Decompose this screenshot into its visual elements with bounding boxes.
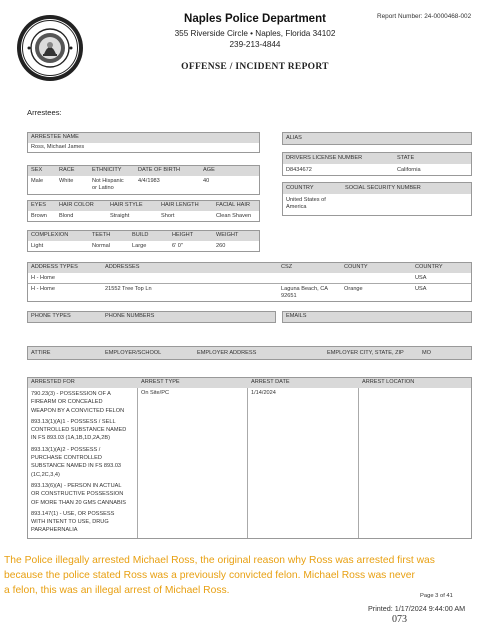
eyes-header: EYES <box>31 202 46 208</box>
charge-line: PURCHASE CONTROLLED <box>31 455 102 462</box>
emails-header: EMAILS <box>283 312 471 322</box>
charge-item <box>31 446 135 479</box>
hair-style-value: Straight <box>110 213 130 219</box>
emails-block <box>282 311 472 323</box>
annotation-line-2: because the police stated Ross was a previously convicted felon. Michael Ross was never <box>4 570 415 581</box>
department-phone: 239-213-4844 <box>229 40 281 49</box>
eyes-value: Brown <box>31 213 47 219</box>
race-header: RACE <box>59 167 75 173</box>
height-header: HEIGHT <box>172 232 194 238</box>
address-header-row <box>28 263 471 273</box>
race-value: White <box>59 178 74 184</box>
complexion-header: COMPLEXION <box>31 232 69 238</box>
dl-state-header: STATE <box>397 155 415 161</box>
charge-line: IN FS 893.03 (1A,1B,1D,2A,2B) <box>31 435 110 442</box>
build-header: BUILD <box>132 232 149 238</box>
charge-line: OF MORE THAN 20 GMS CANNABIS <box>31 499 127 506</box>
charge-line: OR CONSTRUCTIVE POSSESSION <box>31 491 124 498</box>
weight-value: 260 <box>216 243 226 249</box>
drivers-license-block <box>282 152 472 176</box>
page-stamp: 073 <box>392 614 407 625</box>
teeth-header: TEETH <box>92 232 111 238</box>
charge-item <box>31 510 135 535</box>
charge-item <box>31 482 135 507</box>
age-header: AGE <box>203 167 215 173</box>
arrest-date-value: 1/14/2024 <box>251 390 276 396</box>
alias-header: ALIAS <box>283 133 471 144</box>
annotation-line-3: a felon, this was an illegal arrest of Michael Ross. <box>4 585 230 596</box>
department-address: 355 Riverside Circle • Naples, Florida 34102 <box>174 29 336 38</box>
dob-value: 4/4/1983 <box>138 178 160 184</box>
dl-state: California <box>397 167 421 173</box>
employer-header: EMPLOYER/SCHOOL <box>105 350 162 356</box>
body-header <box>28 231 259 241</box>
charge-item <box>31 390 135 415</box>
alias-block <box>282 132 472 145</box>
mo-header: MO <box>422 350 432 356</box>
dl-header-row <box>283 153 471 164</box>
charge-line: WITH INTENT TO USE, DRUG <box>31 519 109 526</box>
hair-color-value: Blond <box>59 213 74 219</box>
address-table <box>27 262 472 302</box>
teeth-value: Normal <box>92 243 111 249</box>
charge-line: 790.23(3) - POSSESSION OF A <box>31 391 111 397</box>
build-value: Large <box>132 243 147 249</box>
county-header: COUNTY <box>344 264 368 270</box>
charge-line: FIREARM OR CONCEALED <box>31 399 103 406</box>
demographics-block <box>27 165 260 195</box>
arrested-for-header: ARRESTED FOR <box>31 379 75 385</box>
charge-line: SUBSTANCE NAMED IN FS 893.03 <box>31 463 122 470</box>
country-ssn-block <box>282 182 472 216</box>
annotation-line-1: The Police illegally arrested Michael Ross, the original reason why Ross was arrested first was <box>4 555 435 566</box>
ssn-header: SOCIAL SECURITY NUMBER <box>345 185 421 191</box>
address-row-2-type: H - Home <box>31 286 55 292</box>
arrestee-name-block <box>27 132 260 153</box>
arrest-body <box>28 388 471 538</box>
ethnicity-value-2: or Latino <box>92 185 114 191</box>
facial-hair-header: FACIAL HAIR <box>216 202 250 208</box>
dob-header: DATE OF BIRTH <box>138 167 181 173</box>
employer-city-header: EMPLOYER CITY, STATE, ZIP <box>327 350 404 356</box>
charge-line: PARAPHERNALIA <box>31 527 78 534</box>
dl-values <box>283 164 471 176</box>
address-types-header: ADDRESS TYPES <box>31 264 78 270</box>
address-country-header: COUNTRY <box>415 264 443 270</box>
employment-block <box>27 346 472 360</box>
body-values <box>28 241 259 251</box>
phone-numbers-header: PHONE NUMBERS <box>105 313 155 319</box>
country-header: COUNTRY <box>286 185 314 191</box>
weight-header: WEIGHT <box>216 232 239 238</box>
employer-address-header: EMPLOYER ADDRESS <box>197 350 257 356</box>
printed-timestamp: Printed: 1/17/2024 9:44:00 AM <box>368 604 466 613</box>
address-row-2-csz-1: Laguna Beach, CA <box>281 286 328 292</box>
phone-types-block <box>27 311 276 323</box>
charge-line: (1C,2C,3,4) <box>31 471 60 478</box>
address-row-2-country: USA <box>415 286 427 292</box>
department-name: Naples Police Department <box>184 13 326 25</box>
country-values <box>283 194 471 216</box>
address-rows <box>28 273 471 301</box>
arrestee-name: Ross, Michael James <box>31 144 85 150</box>
charge-line: 893.147(1) - USE, OR POSSESS <box>31 510 115 517</box>
appearance-values <box>28 211 259 221</box>
employment-header-row <box>28 347 471 359</box>
csz-header: CSZ <box>281 264 293 270</box>
sex-header: SEX <box>31 167 43 173</box>
charge-line: 893.13(6)(A) - PERSON IN ACTUAL <box>31 482 122 489</box>
address-row-1-type: H - Home <box>31 275 55 281</box>
hair-length-header: HAIR LENGTH <box>161 202 199 208</box>
charge-line: WEAPON BY A CONVICTED FELON <box>31 407 125 414</box>
charge-item <box>31 418 135 443</box>
address-row-2-address: 21552 Tree Top Ln <box>105 286 152 292</box>
report-number: Report Number: 24-0000468-002 <box>377 13 472 20</box>
annotation-text <box>4 553 494 598</box>
arrest-type-value: On Site/PC <box>141 390 169 396</box>
police-seal-logo <box>16 14 84 82</box>
hair-length-value: Short <box>161 213 175 219</box>
address-row-1-country: USA <box>415 275 427 281</box>
address-row-2-county: Orange <box>344 286 363 292</box>
arrestees-title: Arrestees: <box>27 108 62 117</box>
country-value-1: United States of <box>286 197 326 203</box>
arrest-date-header: ARREST DATE <box>251 379 290 385</box>
arrest-type-header: ARREST TYPE <box>141 379 180 385</box>
appearance-header <box>28 201 259 211</box>
dl-number: D8434672 <box>286 167 312 173</box>
arrest-location-header: ARREST LOCATION <box>362 379 415 385</box>
hair-color-header: HAIR COLOR <box>59 202 94 208</box>
appearance-block <box>27 200 260 222</box>
charge-line: CONTROLLED SUBSTANCE NAMED <box>31 427 127 434</box>
demographics-values <box>28 176 259 194</box>
charge-line: 893.13(1)(A)2 - POSSESS / <box>31 446 101 453</box>
addresses-header: ADDRESSES <box>105 264 140 270</box>
demographics-header <box>28 166 259 176</box>
country-header-row <box>283 183 471 194</box>
page-number: Page 3 of 41 <box>420 593 453 599</box>
report-title: OFFENSE / INCIDENT REPORT <box>181 62 329 72</box>
height-value: 6' 0" <box>172 243 183 249</box>
charges-list <box>31 390 135 538</box>
body-block <box>27 230 260 252</box>
arrest-header-row <box>28 378 471 388</box>
complexion-value: Light <box>31 243 44 249</box>
phone-header-row <box>28 312 275 322</box>
facial-hair-value: Clean Shaven <box>216 213 252 219</box>
ethnicity-header: ETHNICITY <box>92 167 122 173</box>
country-value-2: America <box>286 204 307 210</box>
hair-style-header: HAIR STYLE <box>110 202 143 208</box>
address-row-2-csz-2: 92651 <box>281 293 297 299</box>
arrest-table <box>27 377 472 539</box>
sex-value: Male <box>31 178 44 184</box>
charge-line: 893.13(1)(A)1 - POSSESS / SELL <box>31 418 116 425</box>
arrestee-name-header: ARRESTEE NAME <box>28 133 259 143</box>
dl-header: DRIVERS LICENSE NUMBER <box>286 155 363 161</box>
phone-types-header: PHONE TYPES <box>31 313 71 319</box>
ethnicity-value-1: Not Hispanic <box>92 178 124 184</box>
age-value: 40 <box>203 178 210 184</box>
attire-header: ATTIRE <box>31 350 51 356</box>
